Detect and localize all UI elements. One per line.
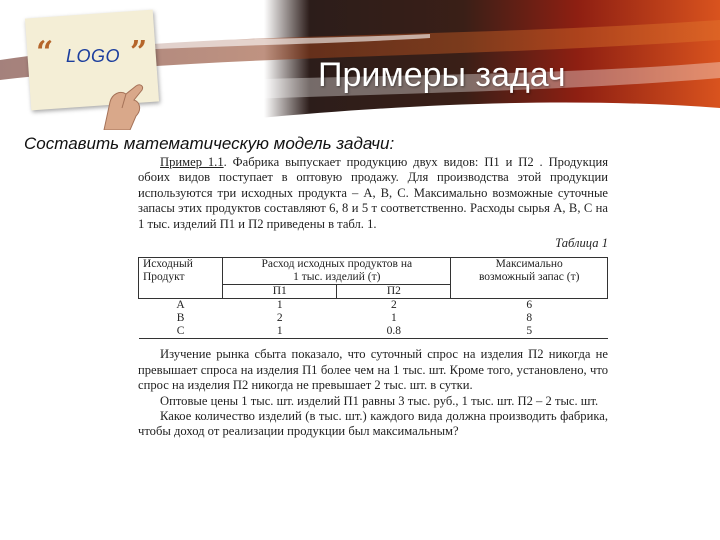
example-intro-text: . Фабрика выпускает продукцию двух видов: П1 и П2 . Продукция обоих видов поступает в оптовую продажу. Для производства этой продукции используются три исходных продукта – А, В, С. Максимально возможные суточные запасы этих продуктов составляют 6, 8 и 5 т соответственно. Расходы сырья А, В, С на 1 тыс. изделий П1 и П2 приведены в табл. 1. [138, 155, 608, 231]
slide-title: Примеры задач [318, 56, 566, 94]
scanned-document [138, 155, 608, 440]
subheader-p2: П2 [337, 285, 451, 299]
table-row: В 2 1 8 [176, 312, 533, 325]
col-max-stock-header: Максимально возможный запас (т) [451, 258, 608, 285]
subheader-p1: П1 [223, 285, 337, 299]
col-consumption-header: Расход исходных продуктов на 1 тыс. изделий (т) [223, 258, 451, 285]
question-paragraph: Какое количество изделий (в тыс. шт.) каждого вида должна производить фабрика, чтобы доход от реализации продукции был максимальным? [138, 409, 608, 439]
col-product-header: Исходный Продукт [139, 258, 223, 285]
hand-icon [96, 72, 156, 130]
quote-close-icon: ” [130, 35, 148, 70]
table-caption: Таблица 1 [555, 236, 608, 251]
task-instruction: Составить математическую модель задачи: [24, 134, 395, 153]
table-row: С 1 0.8 5 [139, 325, 608, 339]
table-row: А 1 2 6 [176, 299, 533, 312]
logo: LOGO [66, 46, 121, 66]
market-paragraph: Изучение рынка сбыта показало, что суточный спрос на изделия П2 никогда не превышает спроса на изделия П1 более чем на 1 тыс. шт. Кроме того, установлено, что спрос на изделия П2 никогда не превышает 2 тыс. шт. в сутки. [138, 347, 608, 393]
quote-open-icon: “ [36, 35, 54, 70]
example-label: Пример 1.1 [160, 155, 224, 169]
example-paragraph [138, 155, 608, 232]
slide-header [0, 0, 720, 130]
resource-table [138, 257, 608, 339]
prices-paragraph: Оптовые цены 1 тыс. шт. изделий П1 равны 3 тыс. руб., 1 тыс. шт. П2 – 2 тыс. шт. [160, 393, 599, 408]
